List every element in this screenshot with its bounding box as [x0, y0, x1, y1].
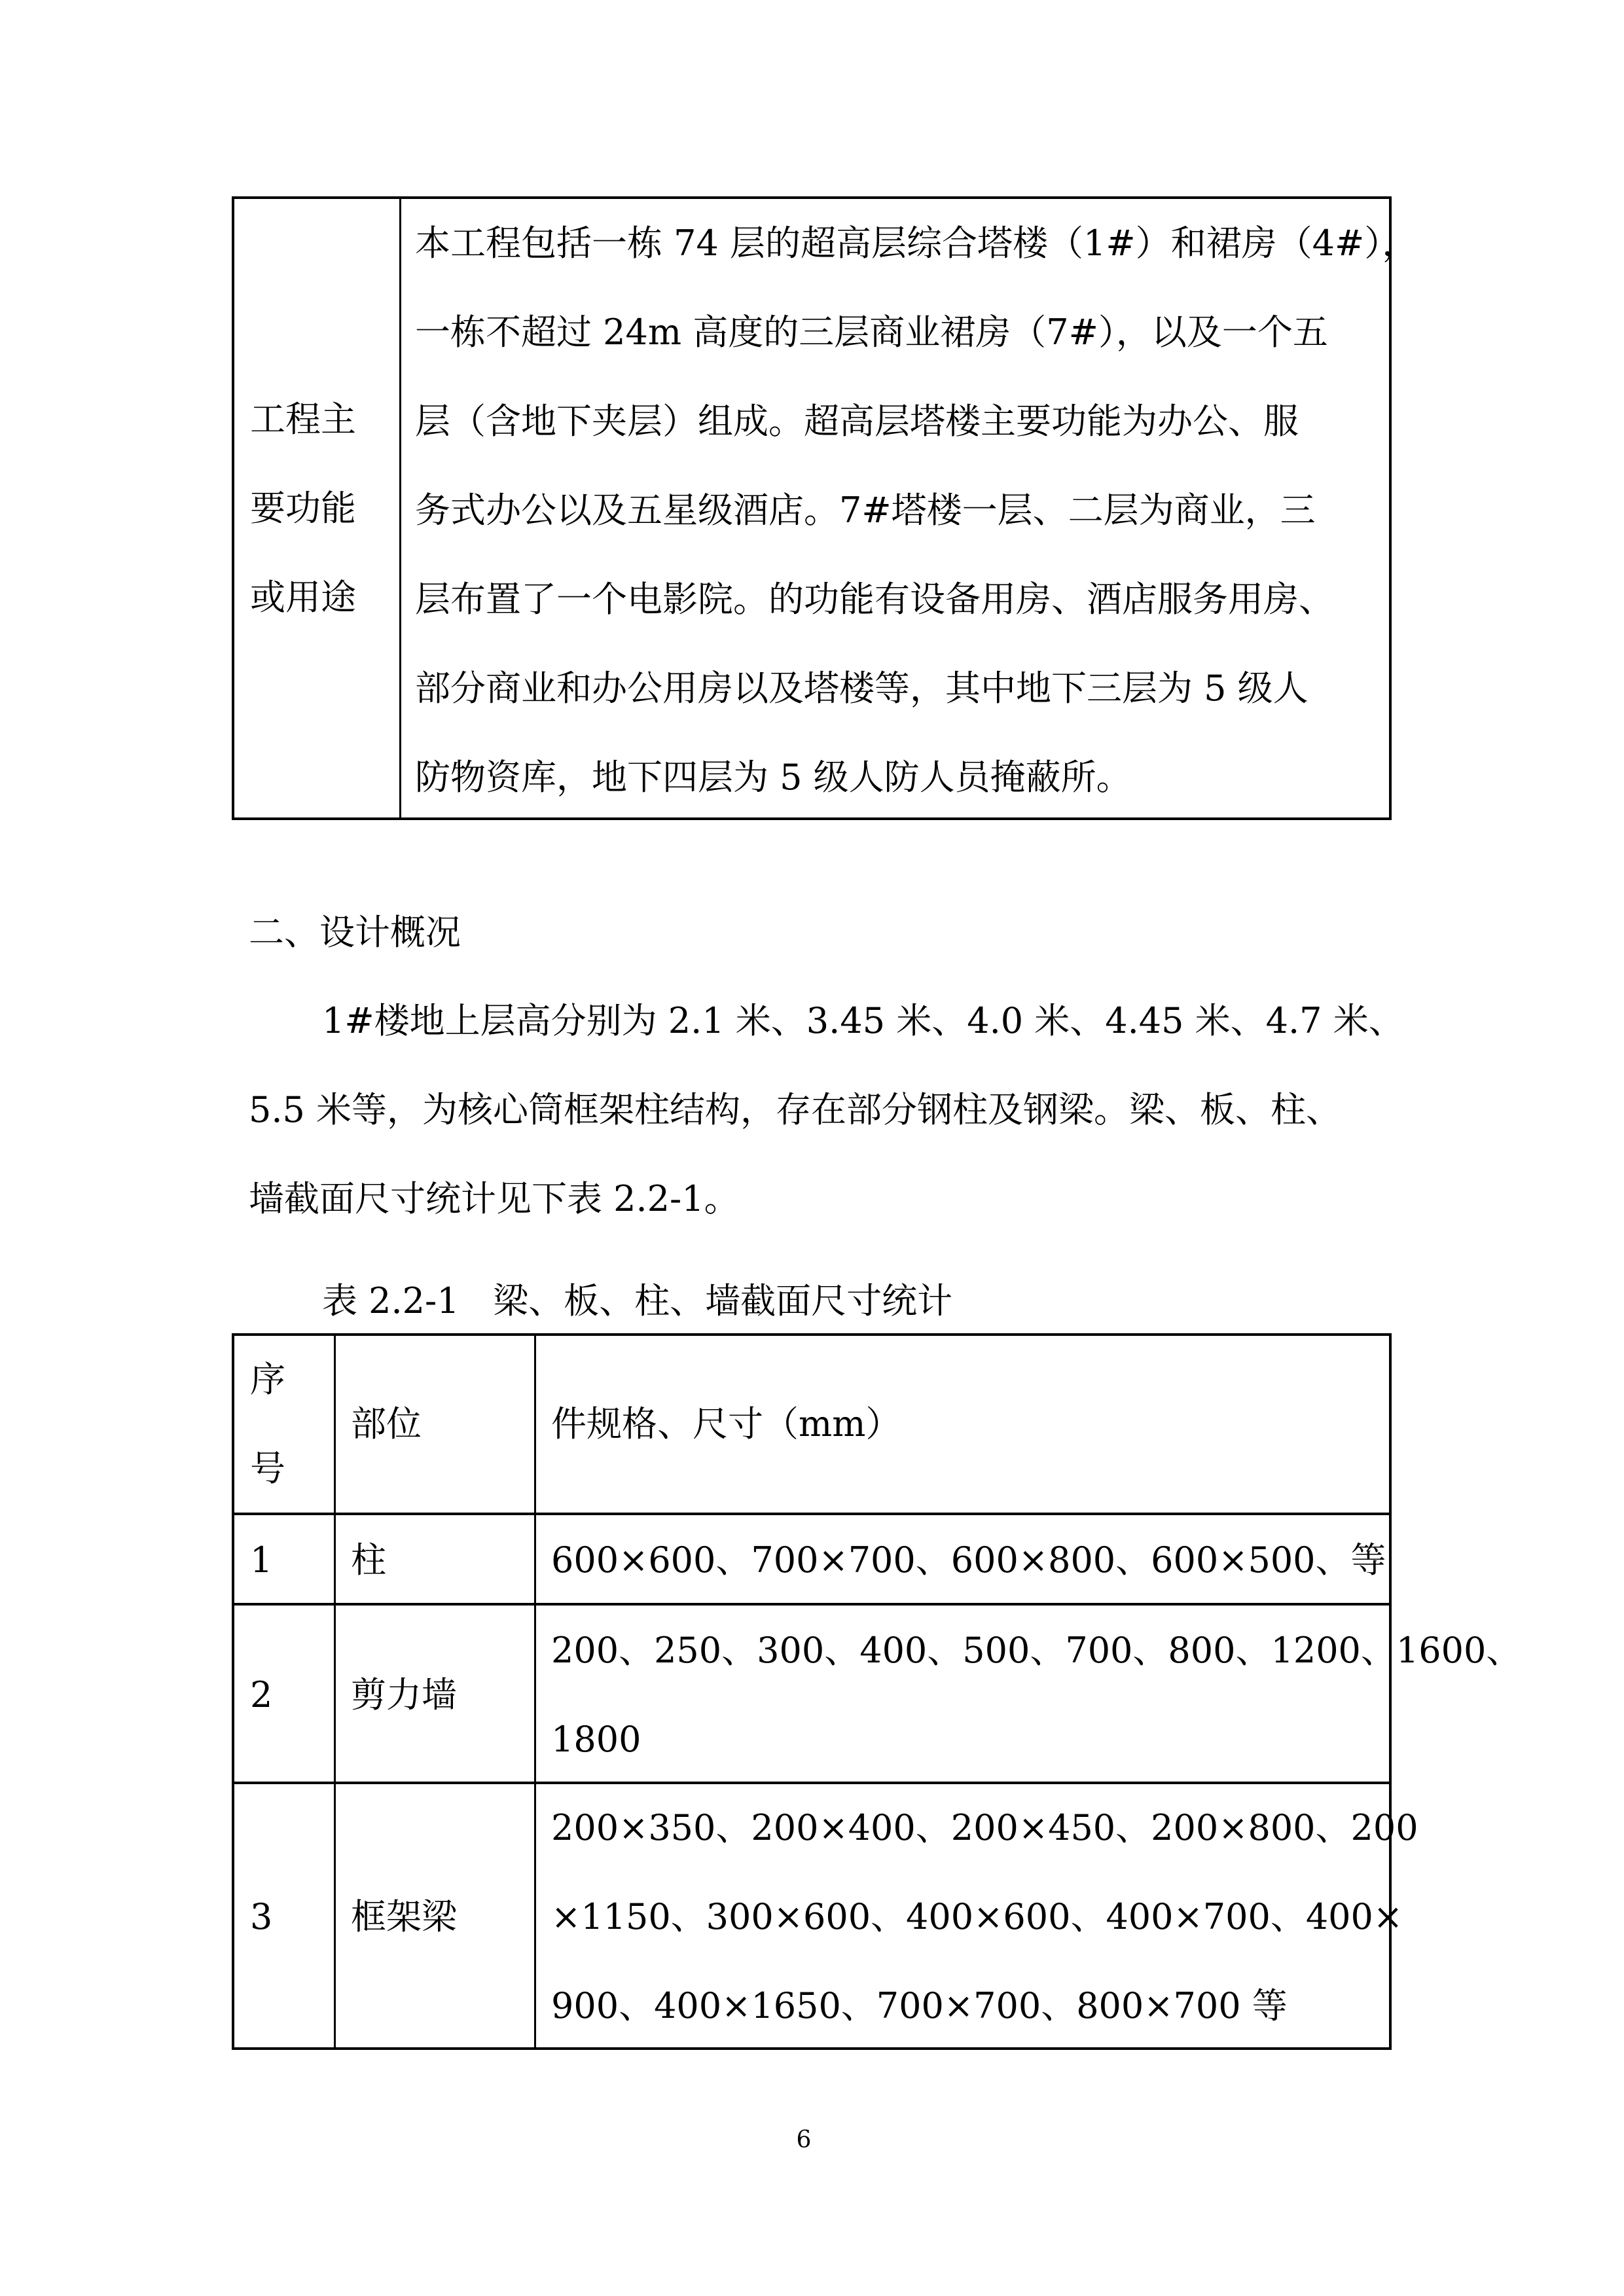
overview-label-line: 工程主 — [250, 398, 356, 440]
overview-content-cell — [415, 199, 1418, 822]
project-overview-table — [232, 196, 1418, 820]
section-heading: 二、设计概况 — [249, 912, 461, 953]
overview-content-line: 部分商业和办公用房以及塔楼等，其中地下三层为 5 级人 — [415, 668, 1308, 709]
overview-content-line: 层（含地下夹层）组成。超高层塔楼主要功能为办公、服 — [415, 401, 1299, 442]
row-location: 剪力墙 — [351, 1674, 457, 1715]
row-location-cell — [351, 1784, 534, 2050]
overview-content-line: 一栋不超过 24m 高度的三层商业裙房（7#），以及一个五 — [415, 312, 1328, 353]
row-spec-line: ×1150、300×600、400×600、400×700、400× — [551, 1896, 1403, 1937]
row-index: 1 — [250, 1539, 273, 1581]
header-index-line: 号 — [250, 1448, 285, 1489]
header-location-cell — [351, 1336, 534, 1513]
table-caption: 表 2.2-1 梁、板、柱、墙截面尺寸统计 — [322, 1280, 953, 1321]
section-paragraph — [249, 977, 1404, 1244]
header-index-line: 序 — [250, 1359, 285, 1400]
page-number: 6 — [796, 2126, 812, 2153]
row-index: 3 — [250, 1896, 273, 1937]
overview-content-line: 层布置了一个电影院。的功能有设备用房、酒店服务用房、 — [415, 579, 1334, 620]
overview-content-line: 本工程包括一栋 74 层的超高层综合塔楼（1#）和裙房（4#）， — [415, 223, 1418, 264]
row-spec-line: 200、250、300、400、500、700、800、1200、1600、 — [551, 1629, 1522, 1671]
row-index-cell — [250, 1605, 329, 1784]
row-spec-line: 200×350、200×400、200×450、200×800、200 — [551, 1807, 1418, 1848]
table-row — [234, 1513, 1389, 1605]
row-spec-line: 900、400×1650、700×700、800×700 等 — [551, 1985, 1288, 2026]
row-index-cell — [250, 1515, 329, 1605]
table-column-divider — [334, 1336, 336, 2047]
row-location-cell — [351, 1605, 534, 1784]
row-spec-line: 600×600、700×700、600×800、600×500、等 — [551, 1539, 1386, 1581]
header-index-cell — [250, 1336, 329, 1513]
row-location: 框架梁 — [351, 1896, 457, 1937]
header-location: 部位 — [351, 1403, 422, 1444]
overview-content-line: 务式办公以及五星级酒店。7#塔楼一层、二层为商业，三 — [415, 490, 1316, 531]
table-row — [234, 1782, 1418, 2050]
table-header-row — [234, 1336, 1389, 1513]
table-column-divider — [534, 1336, 536, 2047]
dimension-table — [232, 1333, 1522, 2050]
paragraph-line: 5.5 米等，为核心筒框架柱结构，存在部分钢柱及钢梁。梁、板、柱、 — [249, 1089, 1342, 1130]
table-row — [234, 1603, 1522, 1784]
row-index: 2 — [250, 1674, 273, 1715]
row-spec-line: 1800 — [551, 1718, 641, 1760]
overview-label-line: 或用途 — [250, 576, 356, 618]
row-location: 柱 — [351, 1539, 386, 1581]
table-column-divider — [399, 199, 401, 817]
overview-label-line: 要功能 — [250, 487, 356, 529]
row-index-cell — [250, 1784, 329, 2050]
header-spec: 件规格、尺寸（mm） — [551, 1403, 901, 1444]
row-spec-cell — [551, 1515, 1389, 1605]
row-location-cell — [351, 1515, 534, 1605]
paragraph-line: 1#楼地上层高分别为 2.1 米、3.45 米、4.0 米、4.45 米、4.7 米、 — [322, 1000, 1404, 1041]
row-spec-cell — [551, 1605, 1522, 1784]
paragraph-line: 墙截面尺寸统计见下表 2.2-1。 — [249, 1178, 740, 1219]
overview-content-line: 防物资库，地下四层为 5 级人防人员掩蔽所。 — [415, 757, 1132, 798]
header-spec-cell — [551, 1336, 1389, 1513]
row-spec-cell — [551, 1784, 1418, 2050]
overview-label-cell — [250, 199, 394, 817]
